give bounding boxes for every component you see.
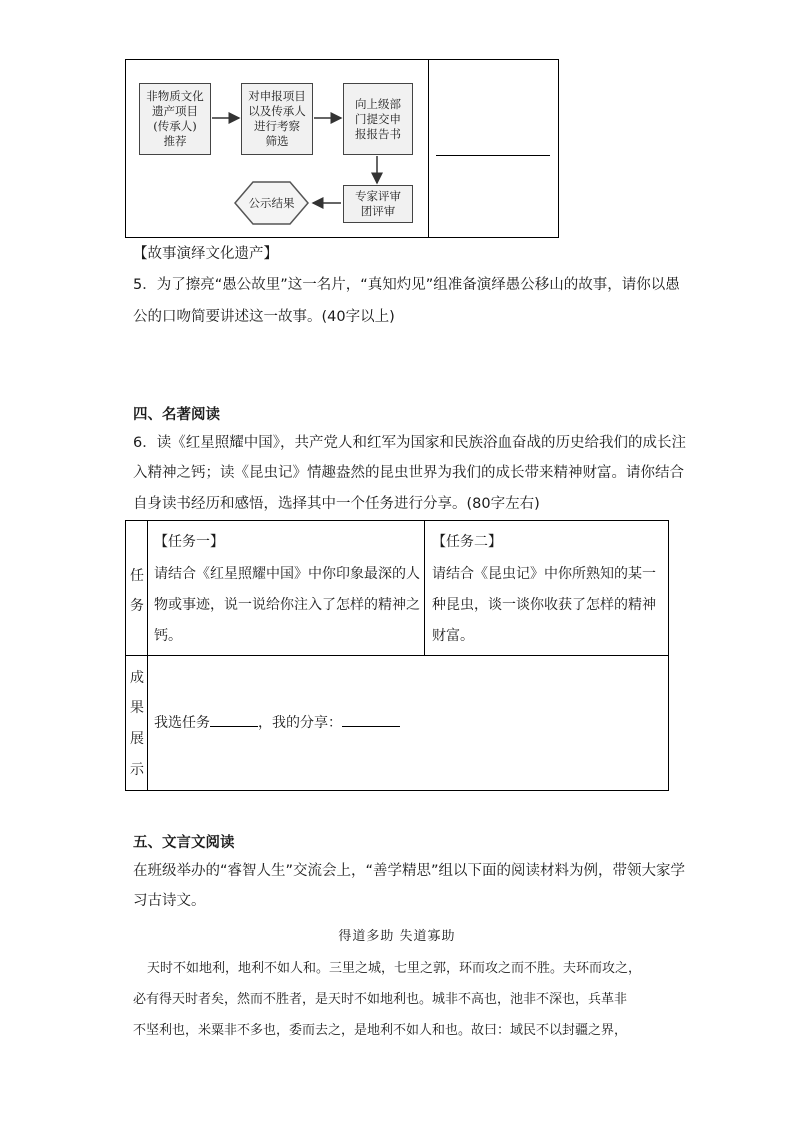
row-label-task-1: 任 [130, 568, 144, 584]
answer-prefix: 我选任务 [154, 715, 210, 731]
task-2-line1: 请结合《昆虫记》中你所熟知的某一 [432, 566, 656, 582]
flow-box-submit: 向上级部 门提交申 报报告书 [343, 83, 413, 155]
passage-line3: 不坚利也，米粟非不多也，委而去之，是地利不如人和也。故曰：域民不以封疆之界， [133, 1023, 628, 1038]
passage-line2: 必有得天时者矣，然而不胜者，是天时不如地利也。城非不高也，池非不深也，兵革非 [133, 992, 628, 1007]
task-1-line1: 请结合《红星照耀中国》中你印象最深的人 [154, 566, 420, 582]
question-5-line2: 公的口吻简要讲述这一故事。(40字以上) [133, 309, 395, 325]
row-label-result-1: 成 [130, 670, 144, 686]
flow-arrows [0, 0, 794, 260]
section-5-intro-line1: 在班级举办的“睿智人生”交流会上，“善学精思”组以下面的阅读材料为例，带领大家学 [133, 863, 686, 879]
section-5-intro-line2: 习古诗文。 [133, 893, 206, 909]
passage-line1: 天时不如地利，地利不如人和。三里之城，七里之郭，环而攻之而不胜。夫环而攻之， [147, 961, 642, 976]
row-label-result-3: 展 [130, 731, 144, 747]
row-label-result-2: 果 [130, 700, 144, 716]
question-5-line1: 5．为了擦亮“愚公故里”这一名片，“真知灼见”组准备演绎愚公移山的故事，请你以愚 [133, 277, 680, 293]
question-6-line3: 自身读书经历和感悟，选择其中一个任务进行分享。(80字左右) [133, 496, 540, 512]
task-choice-blank[interactable] [210, 712, 258, 727]
task-2-line2: 种昆虫，谈一谈你收获了怎样的精神 [432, 597, 656, 613]
question-6-line2: 入精神之钙；读《昆虫记》情趣盎然的昆虫世界为我们的成长带来精神财富。请你结合 [133, 465, 684, 481]
task-2-title: 【任务二】 [432, 534, 502, 550]
row-label-task-2: 务 [130, 598, 144, 614]
answer-mid: ，我的分享： [258, 715, 342, 731]
answer-line [154, 707, 400, 739]
story-heading: 【故事演绎文化遗产】 [133, 246, 278, 262]
section-5-heading: 五、文言文阅读 [133, 835, 235, 851]
share-blank[interactable] [342, 712, 400, 727]
flow-box-expert: 专家评审 团评审 [343, 185, 413, 223]
question-6-line1: 6．读《红星照耀中国》，共产党人和红军为国家和民族浴血奋战的历史给我们的成长注 [133, 435, 686, 451]
task-1-line3: 钙。 [154, 628, 182, 644]
row-label-result-4: 示 [130, 762, 144, 778]
task-1-line2: 物或事迹，说一说给你注入了怎样的精神之 [154, 597, 420, 613]
flow-box-recommend: 非物质文化 遗产项目 (传承人) 推荐 [139, 83, 211, 155]
flow-box-inspect: 对申报项目 以及传承人 进行考察 筛选 [241, 83, 313, 155]
passage-title: 得道多助 失道寡助 [338, 929, 456, 944]
task-2-line3: 财富。 [432, 628, 474, 644]
task-1-title: 【任务一】 [154, 534, 224, 550]
flow-result-label: 公示结果 [248, 196, 295, 210]
section-4-heading: 四、名著阅读 [133, 407, 220, 423]
